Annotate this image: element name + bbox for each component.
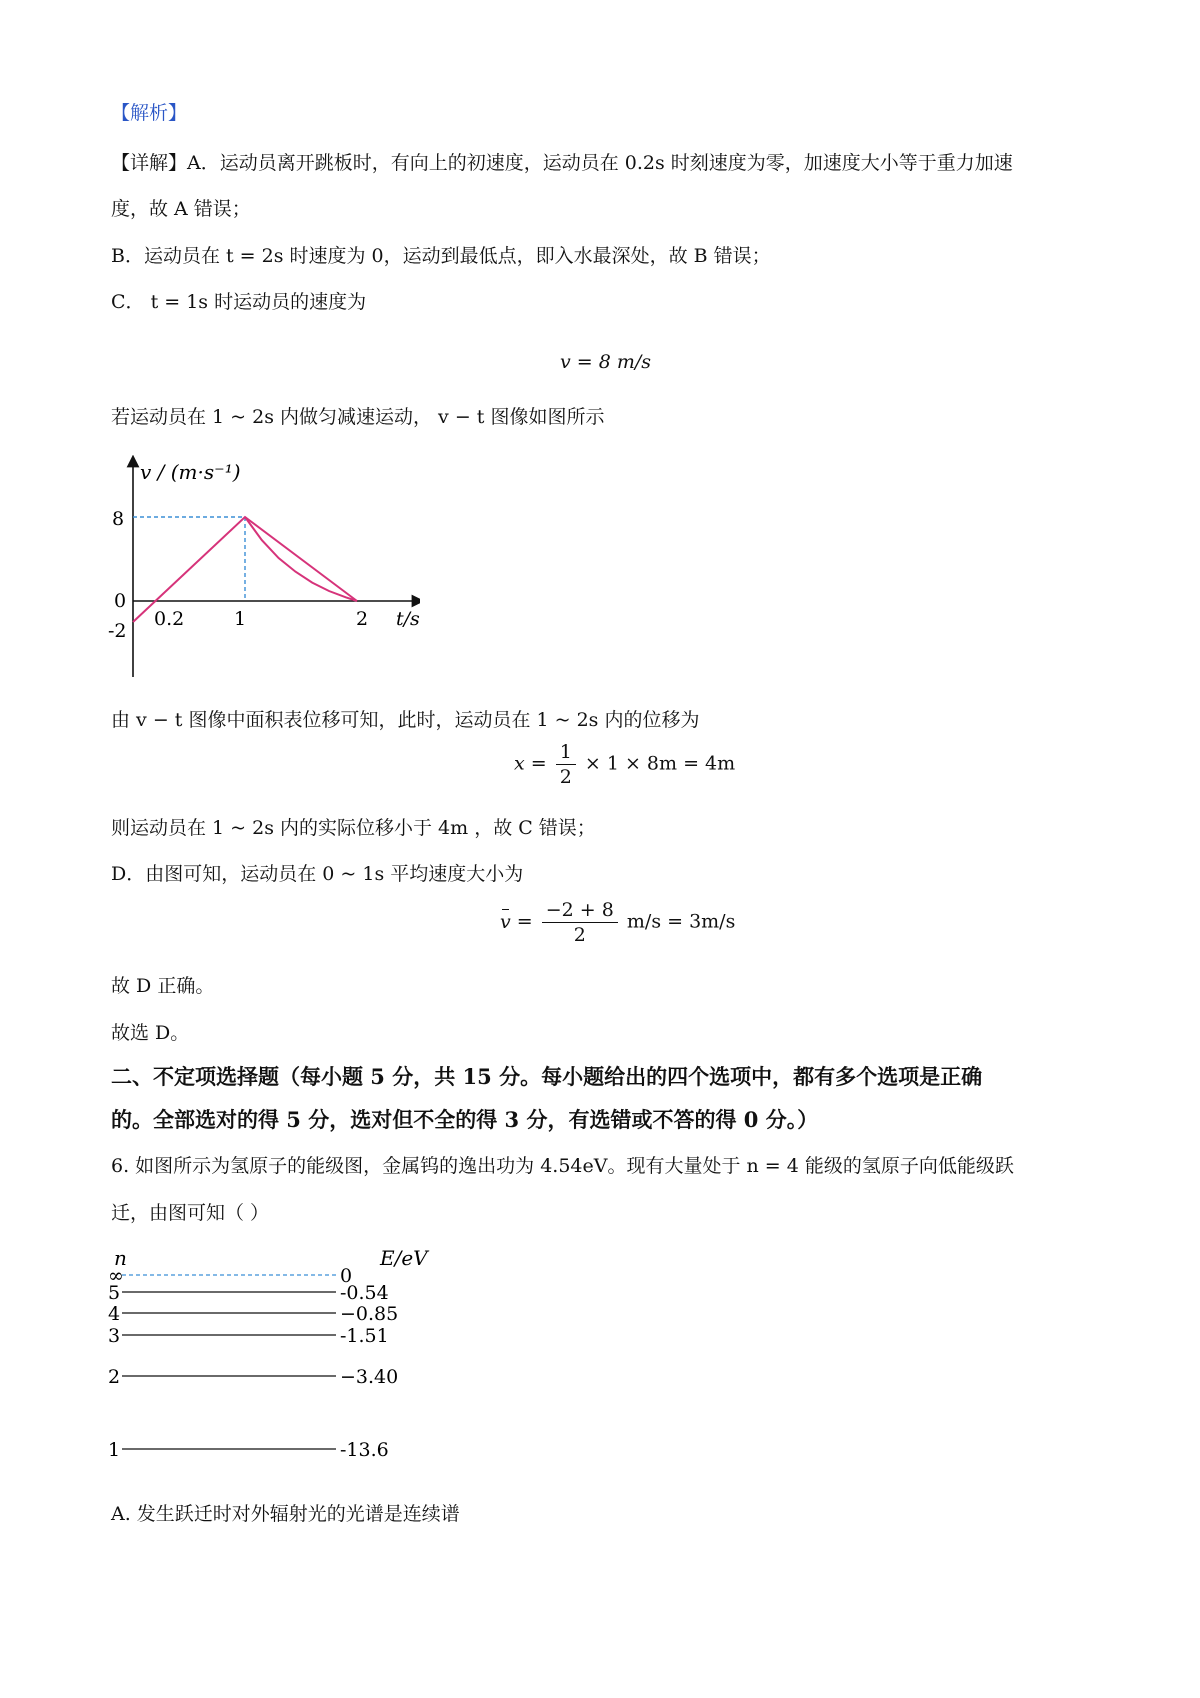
eq-vbar-equals: = [516,910,533,933]
section-title-line2: 的。全部选对的得 5 分，选对但不全的得 3 分，有选错或不答的得 0 分。） [111,1107,819,1132]
x-axis-label: t/s [396,608,420,630]
detail-line-a1 [111,150,1013,176]
eq-vbar-symbol: v [500,910,511,933]
level-energy-label: -1.51 [340,1325,389,1347]
eq-x-fraction [556,740,576,789]
x-tick-label: 0.2 [154,608,185,630]
level-n-label: ∞ [108,1265,124,1287]
level-n-label: 3 [108,1325,121,1347]
question-6-stem-cont: 迁，由图可知（ ） [111,1202,270,1224]
option-c-assumption: 若运动员在 1 ~ 2s 内做匀减速运动， v − t 图像如图所示 [111,406,605,428]
y-tick-label: 0 [114,590,127,612]
level-n-label: 2 [108,1366,121,1388]
level-energy-label: 0 [340,1265,353,1287]
area-displacement-text: 由 v − t 图像中面积表位移可知，此时，运动员在 1 ~ 2s 内的位移为 [111,709,700,731]
x-tick-label: 1 [234,608,247,630]
eq-x-den: 2 [559,766,572,788]
level-energy-label: −3.40 [340,1366,399,1388]
equation-velocity: v = 8 m/s [560,351,652,373]
energy-axis-label: E/eV [380,1246,428,1270]
eq-vbar-fraction [542,898,618,947]
option-d-conclusion: 故 D 正确。 [111,975,215,997]
eq-vbar-right: m/s = 3m/s [626,910,736,933]
level-energy-label: −0.85 [340,1303,399,1325]
question-6-stem: 6. 如图所示为氢原子的能级图，金属钨的逸出功为 4.54eV。现有大量处于 n = 4 能级的氢原子向低能级跃 [111,1155,1014,1177]
analysis-tag: 【解析】 [111,102,188,124]
option-a-analysis: A．运动员离开跳板时，有向上的初速度，运动员在 0.2s 时刻速度为零，加速度大小等于重力加速 [187,152,1013,174]
level-n-label: 1 [108,1439,121,1461]
level-n-label: 5 [108,1282,121,1304]
option-c-conclusion: 则运动员在 1 ~ 2s 内的实际位移小于 4m ，故 C 错误； [111,817,596,839]
detail-tag: 【详解】 [111,152,188,174]
eq-x-num: 1 [556,740,576,765]
vt-chart [100,455,420,685]
y-tick-label: 8 [112,508,125,530]
option-b-analysis: B．运动员在 t = 2s 时速度为 0，运动到最低点，即入水最深处，故 B 错误； [111,245,771,267]
option-c-analysis: C． t = 1s 时运动员的速度为 [111,291,367,313]
y-tick-label: -2 [108,620,127,642]
section-title-line1: 二、不定项选择题（每小题 5 分，共 15 分。每小题给出的四个选项中，都有多个选项是正确 [111,1064,983,1089]
equation-displacement [514,740,735,789]
eq-vbar-den: 2 [573,924,586,946]
eq-x-left: x = [514,752,547,775]
option-a: A. 发生跃迁时对外辐射光的光谱是连续谱 [111,1503,460,1525]
level-energy-label: -0.54 [340,1282,389,1304]
level-n-label: 4 [108,1303,121,1325]
eq-x-right: × 1 × 8m = 4m [584,752,736,775]
n-axis-label: n [114,1246,127,1270]
option-a-analysis-cont: 度，故 A 错误； [111,198,251,220]
y-axis-label: v / (m·s⁻¹) [140,460,241,484]
eq-vbar-num: −2 + 8 [542,898,618,923]
level-energy-label: -13.6 [340,1439,389,1461]
equation-average-velocity [500,898,735,947]
x-tick-label: 2 [356,608,369,630]
energy-level-diagram [108,1245,468,1485]
answer-choice: 故选 D。 [111,1022,190,1044]
option-d-analysis: D．由图可知，运动员在 0 ~ 1s 平均速度大小为 [111,863,524,885]
